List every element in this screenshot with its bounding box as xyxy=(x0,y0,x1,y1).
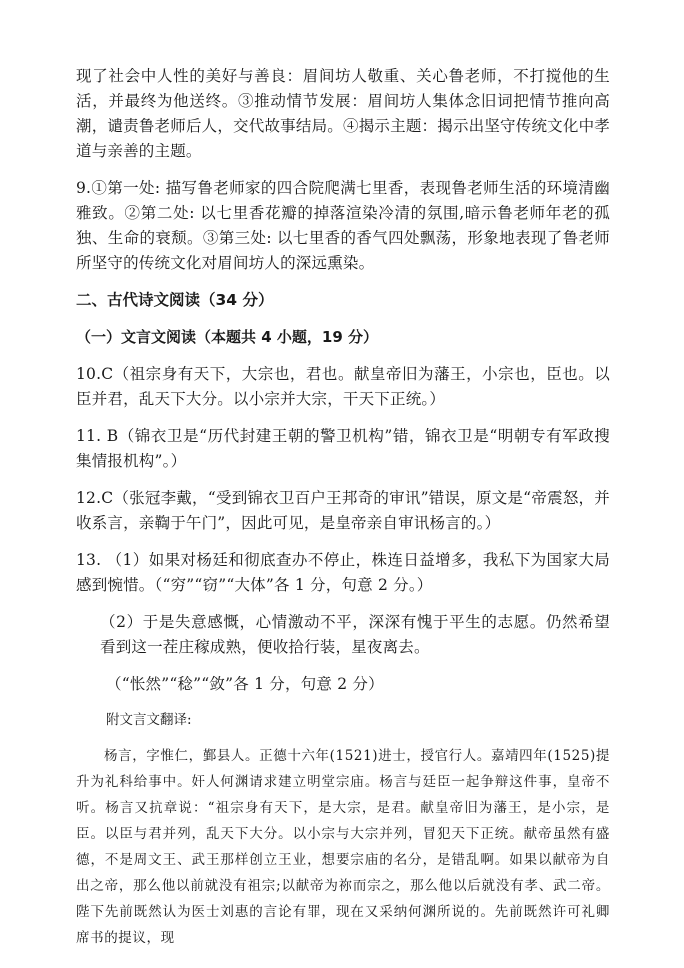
answer-paragraph-8-end: 现了社会中人性的美好与善良：眉间坊人敬重、关心鲁老师，不打搅他的生活，并最终为他送终。③推动情节发展：眉间坊人集体念旧词把情节推向高潮，谴责鲁老师后人，交代故事结局。④揭示主题：揭示出坚守传统文化中孝道与亲善的主题。 xyxy=(76,67,610,160)
translation-body: 杨言，字惟仁，鄞县人。正德十六年(1521)进士，授官行人。嘉靖四年(1525)提升为礼科给事中。奸人何渊请求建立明堂宗庙。杨言与廷臣一起争辩这件事，皇帝不听。杨言又抗章说：“祖宗身有天下，是大宗，是君。献皇帝旧为藩王，是小宗，是臣。以臣与君并列，乱天下大分。以小宗与大宗并列，冒犯天下正统。献帝虽然有盛德，不是周文王、武王那样创立王业，想要宗庙的名分，是错乱啊。如果以献帝为自出之帝，那么他以前就没有祖宗;以献帝为祢而宗之，那么他以后就没有孝、武二帝。陛下先前既然认为医士刘惠的言论有罪，现在又采纳何渊所说的。先前既然许可礼卿席书的提议，现 xyxy=(76,748,610,946)
answer-q9: 9.①第一处: 描写鲁老师家的四合院爬满七里香，表现鲁老师生活的环境清幽雅致。②第二处: 以七里香花瓣的掉落渲染冷清的氛围,暗示鲁老师年老的孤独、生命的衰颓。③第三处: 以七里香的香气四处飘荡，形象地表现了鲁老师所坚守的传统文化对眉间坊人的深远熏染。 xyxy=(76,179,610,272)
answer-q10: 10.C（祖宗身有天下，大宗也，君也。献皇帝旧为藩王，小宗也，臣也。以臣并君，乱天下大分。以小宗并大宗，干天下正统。） xyxy=(76,365,610,408)
answer-q13-scoring: （“怅然”“稔”“敛”各 1 分，句意 2 分） xyxy=(106,675,384,693)
answer-q11: 11. B（锦衣卫是“历代封建王朝的警卫机构”错，锦衣卫是“明朝专有军政搜集情报机构”。） xyxy=(76,427,610,470)
document-page xyxy=(76,64,610,951)
translation-title: 附文言文翻译: xyxy=(106,712,192,728)
answer-q13-part1: 13. （1）如果对杨廷和彻底查办不停止，株连日益增多，我私下为国家大局感到惋惜。（“穷”“窃”“大体”各 1 分，句意 2 分。） xyxy=(76,551,610,594)
subsection-heading-prose: （一）文言文阅读（本题共 4 小题，19 分） xyxy=(76,328,378,346)
answer-q13-part2: （2）于是失意感慨，心情激动不平，深深有愧于平生的志愿。仍然希望看到这一茬庄稼成熟，便收拾行装，星夜离去。 xyxy=(100,613,610,656)
section-heading-classical: 二、古代诗文阅读（34 分） xyxy=(76,291,274,309)
answer-q12: 12.C（张冠李戴，“受到锦衣卫百户王邦奇的审讯”错误，原文是“帝震怒，并收系言，亲鞫于午门”，因此可见，是皇帝亲自审讯杨言的。） xyxy=(76,489,610,532)
